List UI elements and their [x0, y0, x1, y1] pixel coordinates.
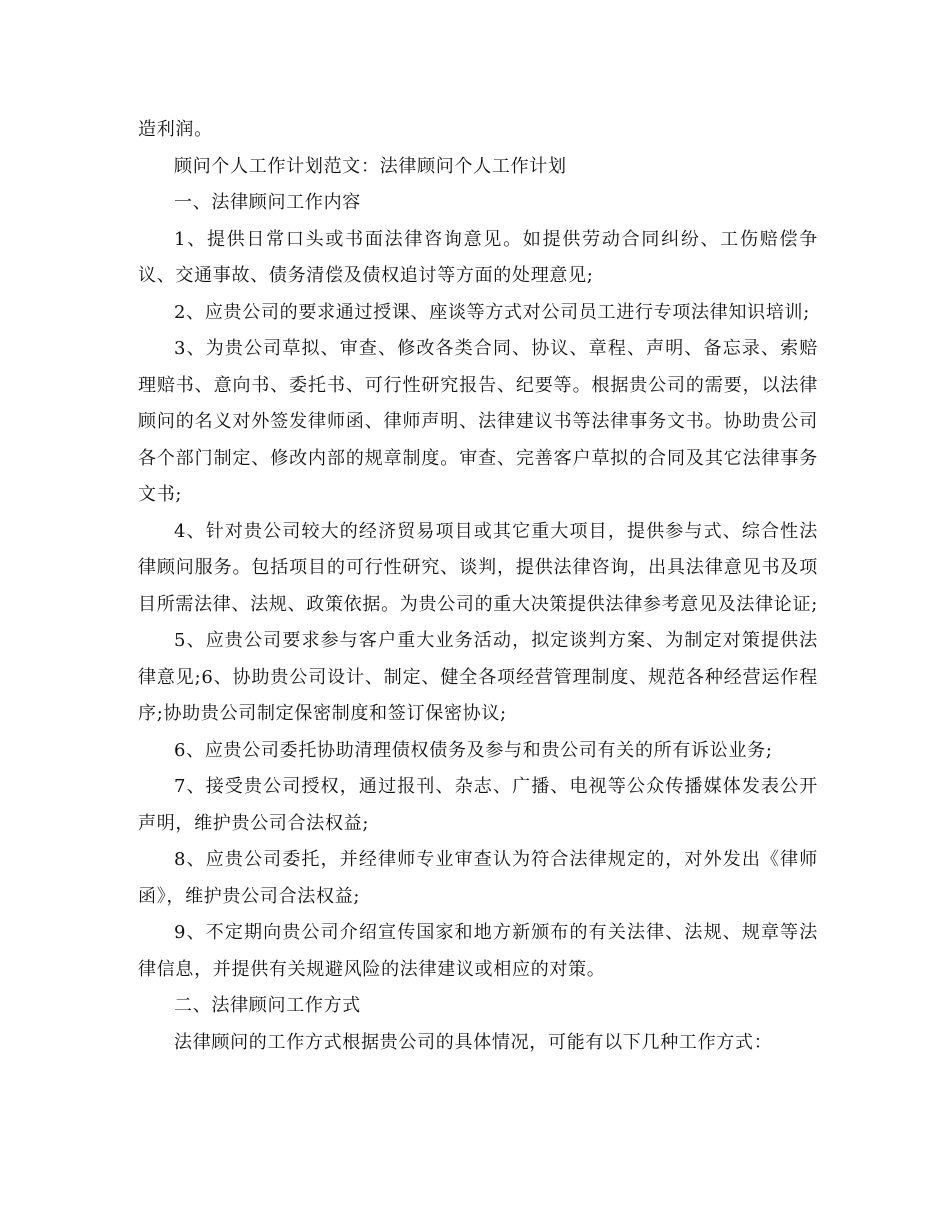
document-body [138, 112, 818, 1061]
list-item-2: 2、应贵公司的要求通过授课、座谈等方式对公司员工进行专项法律知识培训; [174, 301, 811, 323]
section-heading-2: 二、法律顾问工作方式 [174, 995, 361, 1016]
list-item-9: 9、不定期向贵公司介绍宣传国家和地方新颁布的有关法律、法规、规章等法律信息，并提供有关规避风险的法律建议或相应的对策。 [138, 922, 818, 980]
list-item-5: 5、应贵公司要求参与客户重大业务活动，拟定谈判方案、为制定对策提供法律意见;6、协助贵公司设计、制定、健全各项经营管理制度、规范各种经营运作程序;协助贵公司制定保密制度和签订保密协议; [138, 630, 818, 724]
paragraph-intro: 法律顾问的工作方式根据贵公司的具体情况，可能有以下几种工作方式： [174, 1031, 773, 1053]
list-item-8: 8、应贵公司委托，并经律师专业审查认为符合法律规定的，对外发出《律师函》，维护贵公司合法权益; [138, 849, 818, 907]
list-item-7: 7、接受贵公司授权，通过报刊、杂志、广播、电视等公众传播媒体发表公开声明，维护贵公司合法权益; [138, 776, 818, 834]
paragraph-continuation: 造利润。 [138, 119, 213, 140]
list-item-3: 3、为贵公司草拟、审查、修改各类合同、协议、章程、声明、备忘录、索赔理赔书、意向书、委托书、可行性研究报告、纪要等。根据贵公司的需要，以法律顾问的名义对外签发律师函、律师声明、法律建议书等法律事务文书。协助贵公司各个部门制定、修改内部的规章制度。审查、完善客户草拟的合同及其它法律事务文书; [138, 338, 818, 505]
list-item-4: 4、针对贵公司较大的经济贸易项目或其它重大项目，提供参与式、综合性法律顾问服务。包括项目的可行性研究、谈判，提供法律咨询，出具法律意见书及项目所需法律、法规、政策依据。为贵公司的重大决策提供法律参考意见及法律论证; [138, 520, 818, 615]
list-item-6: 6、应贵公司委托协助清理债权债务及参与和贵公司有关的所有诉讼业务; [174, 739, 773, 761]
paragraph-title: 顾问个人工作计划范文：法律顾问个人工作计划 [174, 155, 567, 177]
section-heading-1: 一、法律顾问工作内容 [174, 192, 361, 213]
list-item-1: 1、提供日常口头或书面法律咨询意见。如提供劳动合同纠纷、工伤赔偿争议、交通事故、债务清偿及债权追讨等方面的处理意见; [138, 228, 818, 286]
